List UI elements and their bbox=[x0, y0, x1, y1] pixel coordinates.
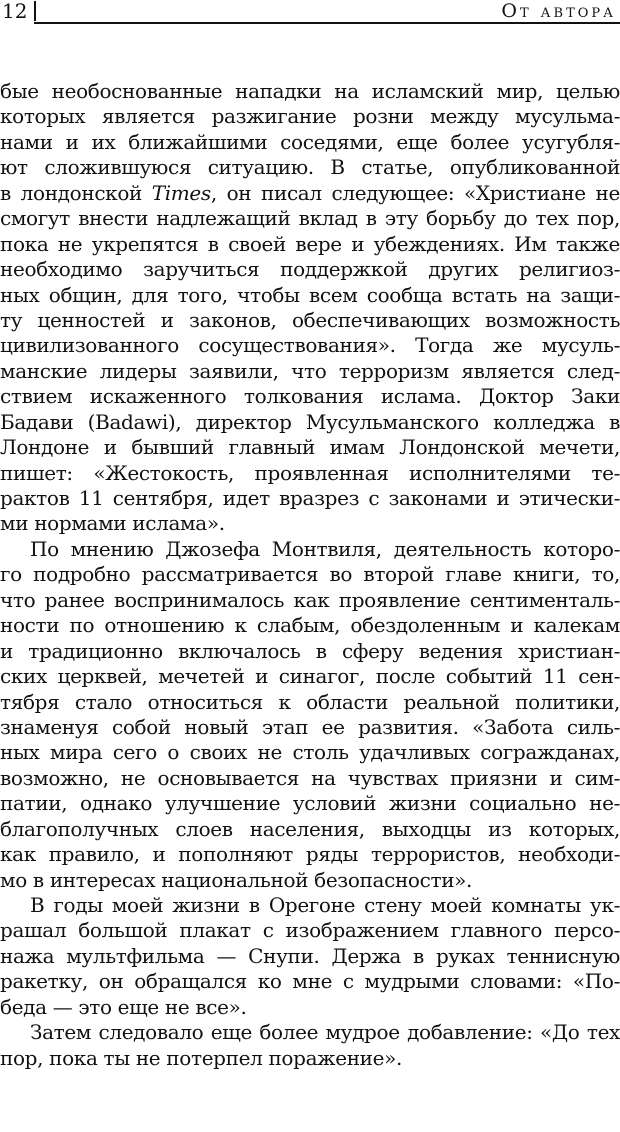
text-line: ности по отношению к слабым, обездоленным и калекам bbox=[0, 613, 620, 638]
text-line: мо в интересах национальной безопасности». bbox=[0, 867, 473, 892]
newspaper-name: Times bbox=[151, 180, 211, 205]
text-line: ских церквей, мечетей и синагог, после событий 11 сен- bbox=[0, 664, 620, 689]
text-line: ных общин, для того, чтобы всем сообща встать на защи- bbox=[0, 282, 620, 307]
text-line: пор, пока ты не потерпел поражение». bbox=[0, 1045, 403, 1070]
text-line: рашал большой плакат с изображением главного персо- bbox=[0, 918, 620, 943]
text-line: По мнению Джозефа Монтвиля, деятельность которо- bbox=[30, 536, 620, 561]
text-line: В годы моей жизни в Орегоне стену моей комнаты ук- bbox=[30, 893, 620, 917]
text-line: ют сложившуюся ситуацию. В статье, опубликованной bbox=[0, 155, 620, 180]
body-text bbox=[0, 79, 620, 1071]
text-segment: , он писал следующее: «Христиане не bbox=[210, 180, 620, 205]
text-line: ных мира сего о своих не столь удачливых согражданах, bbox=[0, 740, 620, 765]
text-line: бые необоснованные нападки на исламский мир, целью bbox=[0, 79, 620, 103]
text-line: манские лидеры заявили, что терроризм является след- bbox=[0, 358, 620, 383]
text-line: возможно, не основывается на чувствах приязни и сим- bbox=[0, 765, 620, 790]
text-line: пока не укрепятся в своей вере и убеждениях. Им также bbox=[0, 231, 620, 256]
text-line: ствием искаженного толкования ислама. Доктор Заки bbox=[0, 384, 620, 409]
page-number: 12 bbox=[2, 0, 28, 23]
text-line: го подробно рассматривается во второй главе книги, то, bbox=[0, 562, 620, 587]
text-line: рактов 11 сентября, идет вразрез с законами и этически- bbox=[0, 486, 620, 510]
text-line: необходимо заручиться поддержкой других религиоз- bbox=[0, 257, 620, 282]
text-line: что ранее воспринималось как проявление сентименталь- bbox=[0, 587, 620, 612]
running-head: От автора bbox=[501, 0, 616, 22]
text-line: смогут внести надлежащий вклад в эту борьбу до тех пор, bbox=[0, 206, 620, 231]
text-line: Затем следовало еще более мудрое добавление: «До тех bbox=[30, 1020, 620, 1045]
text-line: тября стало относиться к области реальной политики, bbox=[0, 689, 620, 714]
text-line: нажа мультфильма — Снупи. Держа в руках теннисную bbox=[0, 943, 620, 968]
text-segment: в лондонской bbox=[0, 180, 152, 205]
page-header bbox=[0, 0, 620, 24]
text-line: Бадави (Badawi), директор Мусульманского колледжа в bbox=[0, 409, 620, 434]
text-line: цивилизованного сосуществования». Тогда же мусуль- bbox=[0, 333, 620, 358]
header-rule bbox=[34, 22, 620, 24]
text-line: которых является разжигание розни между мусульма- bbox=[0, 104, 620, 129]
text-line: ми нормами ислама». bbox=[0, 511, 225, 536]
text-line: пишет: «Жестокость, проявленная исполнителями те- bbox=[0, 460, 620, 485]
text-line: благополучных слоев населения, выходцы из которых, bbox=[0, 816, 620, 841]
text-line: и традиционно включалось в сферу ведения христиан- bbox=[0, 638, 620, 663]
text-line: Лондоне и бывший главный имам Лондонской мечети, bbox=[0, 435, 620, 460]
header-separator bbox=[34, 1, 36, 21]
text-line: знаменуя собой новый этап ее развития. «Забота силь- bbox=[0, 714, 620, 739]
text-line: беда — это еще не все». bbox=[0, 994, 247, 1019]
text-line: ту ценностей и законов, обеспечивающих возможность bbox=[0, 307, 620, 332]
text-line bbox=[0, 181, 620, 206]
text-line: патии, однако улучшение условий жизни социально не- bbox=[0, 791, 620, 816]
text-line: ракетку, он обращался ко мне с мудрыми словами: «По- bbox=[0, 969, 620, 994]
text-line: как правило, и пополняют ряды террористов, необходи- bbox=[0, 842, 620, 867]
text-line: нами и их ближайшими соседями, еще более усугубля- bbox=[0, 129, 620, 154]
